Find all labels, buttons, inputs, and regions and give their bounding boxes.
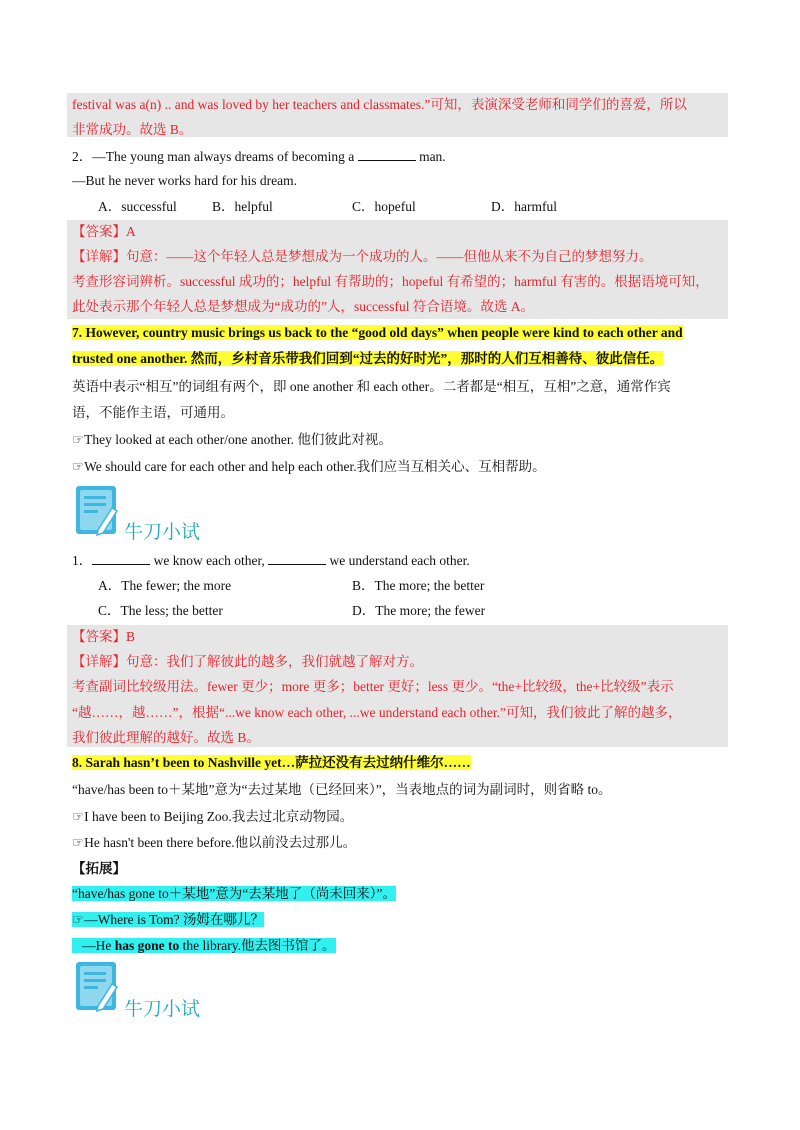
example-sentence: ☞I have been to Beijing Zoo.我去过北京动物园。 bbox=[72, 809, 354, 824]
detail-line: 【详解】句意：我们了解彼此的越多，我们就越了解对方。 bbox=[72, 654, 423, 669]
detail-line: 此处表示那个年轻人总是梦想成为“成功的”人，successful 符合语境。故选 A。 bbox=[72, 299, 534, 314]
example-sentence: ☞He hasn't been there before.他以前没去过那儿。 bbox=[72, 835, 357, 850]
question-2-stem: 2．—The young man always dreams of becoming a man. bbox=[72, 149, 446, 164]
point-8-title: 8. Sarah hasn’t been to Nashville yet…萨拉还没有去过纳什维尔…… bbox=[72, 755, 471, 770]
expand-line: ☞—Where is Tom? 汤姆在哪儿？ bbox=[72, 912, 265, 927]
expand-line: —He has gone to the library.他去图书馆了。 bbox=[72, 937, 336, 955]
option-c: C．The less; the better bbox=[98, 603, 223, 618]
question-2-stem-2: —But he never works hard for his dream. bbox=[72, 173, 297, 188]
detail-line: 【详解】句意：——这个年轻人总是梦想成为一个成功的人。——但他从来不为自己的梦想努力。 bbox=[72, 249, 653, 264]
explanation: “have/has been to＋某地”意为“去过某地（已经回来）”，当表地点的词为副词时，则省略 to。 bbox=[72, 782, 612, 797]
example-sentence: ☞They looked at each other/one another. 他们彼此对视。 bbox=[72, 432, 392, 447]
option-b: B．The more; the better bbox=[352, 578, 485, 593]
section-title: 牛刀小试 bbox=[124, 998, 201, 1020]
point-7-title: 7. However, country music brings us back to the “good old days” when people were kind to each other and bbox=[72, 325, 683, 340]
detail-line: 考查形容词辨析。successful 成功的；helpful 有帮助的；hopeful 有希望的；harmful 有害的。根据语境可知， bbox=[72, 274, 709, 289]
example-sentence: ☞We should care for each other and help each other.我们应当互相关心、互相帮助。 bbox=[72, 459, 546, 474]
detail-line: 非常成功。故选 B。 bbox=[72, 122, 193, 137]
answer-blank bbox=[268, 551, 326, 565]
expand-label: 【拓展】 bbox=[72, 861, 126, 876]
notepad-pencil-icon bbox=[76, 486, 120, 538]
option-c: C．hopeful bbox=[352, 199, 416, 214]
section-title: 牛刀小试 bbox=[124, 521, 201, 543]
detail-line: 考查副词比较级用法。fewer 更少；more 更多；better 更好；less 更少。“the+比较级，the+比较级”表示 bbox=[72, 679, 674, 694]
option-a: A．successful bbox=[98, 199, 177, 214]
detail-zh: 可知，表演深受老师和同学们的喜爱，所以 bbox=[430, 97, 687, 112]
answer-label: 【答案】A bbox=[72, 224, 136, 239]
option-b: B．helpful bbox=[212, 199, 273, 214]
explanation: 英语中表示“相互”的词组有两个，即 one another 和 each other。二者都是“相互，互相”之意，通常作宾 bbox=[72, 379, 671, 394]
expand-line: “have/has gone to＋某地”意为“去某地了（尚未回来）”。 bbox=[72, 886, 396, 901]
option-d: D．The more; the fewer bbox=[352, 603, 486, 618]
detail-line: “越……，越……”，根据“...we know each other, ...we understand each other.”可知，我们彼此了解的越多， bbox=[72, 705, 682, 720]
option-d: D．harmful bbox=[491, 199, 557, 214]
notepad-pencil-icon bbox=[76, 962, 120, 1014]
explanation: 语，不能作主语，可通用。 bbox=[72, 405, 234, 420]
detail-line bbox=[72, 96, 687, 114]
answer-blank bbox=[92, 551, 150, 565]
answer-label: 【答案】B bbox=[72, 629, 136, 644]
option-a: A．The fewer; the more bbox=[98, 578, 232, 593]
detail-en: festival was a(n) .. and was loved by her teachers and classmates.” bbox=[72, 97, 431, 112]
answer-blank bbox=[358, 147, 416, 161]
question-1-stem: 1． we know each other, we understand each other. bbox=[72, 553, 470, 568]
point-7-title-2: trusted one another. 然而，乡村音乐带我们回到“过去的好时光”，那时的人们互相善待、彼此信任。 bbox=[72, 351, 664, 366]
detail-line: 我们彼此理解的越好。故选 B。 bbox=[72, 730, 260, 745]
